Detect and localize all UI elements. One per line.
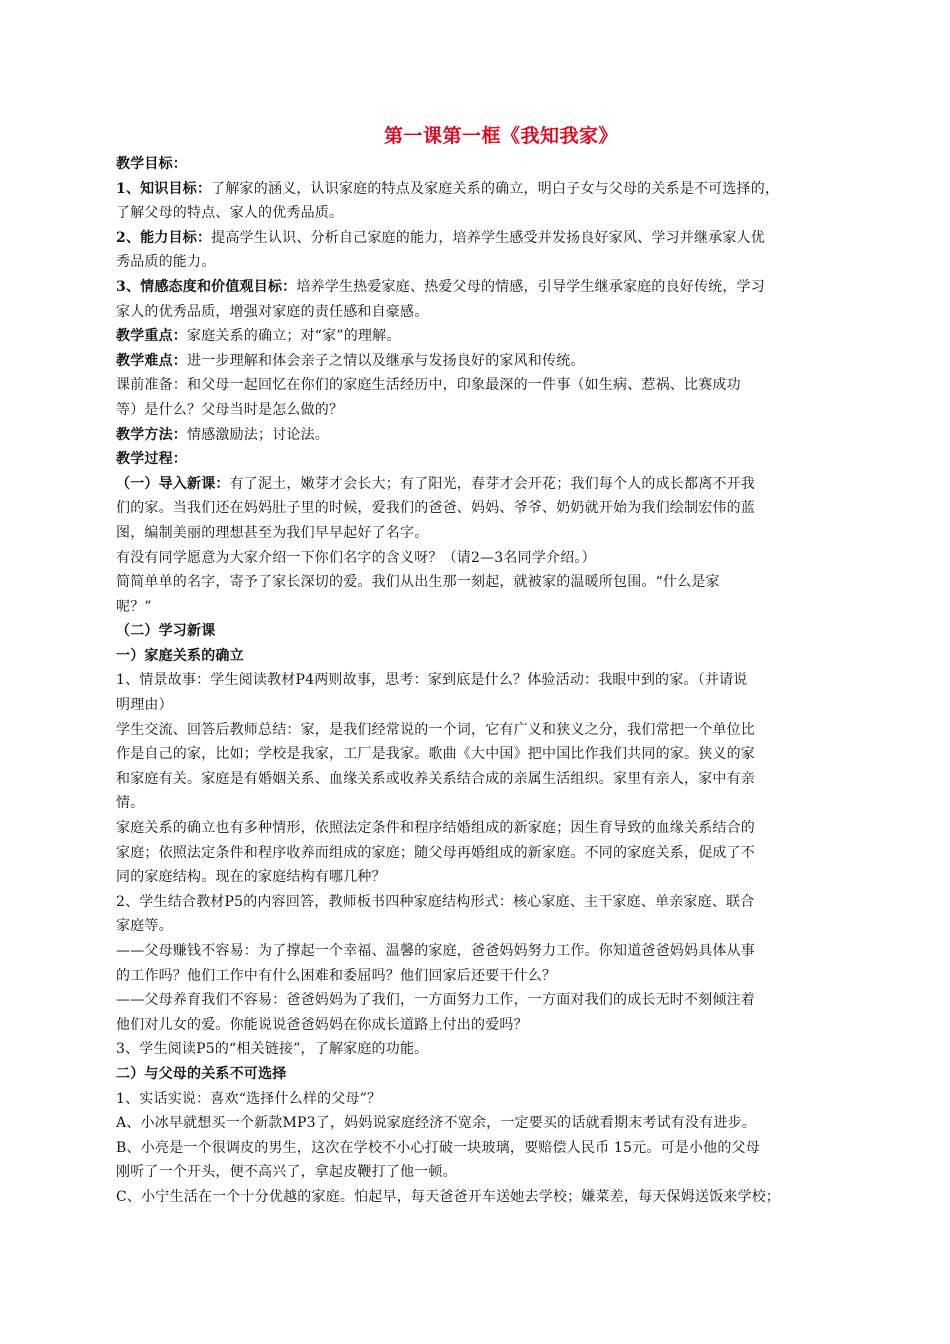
line-text: A、小冰早就想买一个新款MP3了，妈妈说家庭经济不宽余，一定要买的话就看期末考试有没有进步。 [116, 1115, 756, 1132]
text-line [116, 890, 886, 915]
text-line [116, 423, 886, 448]
text-line [116, 914, 886, 939]
line-text: 简简单单的名字，寄予了家长深切的爱。我们从出生那一刻起，就被家的温暖所包围。“什么是家 [116, 574, 720, 591]
document-page [116, 122, 886, 1210]
text-line [116, 300, 886, 325]
line-text: 培养学生热爱家庭、热爱父母的情感，引导学生继承家庭的良好传统，学习 [296, 278, 765, 295]
text-line [116, 767, 886, 792]
line-text: 家庭关系的确立也有多种情形，依照法定条件和程序结婚组成的新家庭；因生育导致的血缘关系结合的 [116, 820, 755, 837]
text-line [116, 1037, 886, 1062]
text-line [116, 398, 886, 423]
line-text: 学生交流、回答后教师总结：家，是我们经常说的一个词，它有广义和狭义之分，我们常把一个单位比 [116, 721, 755, 738]
text-line [116, 472, 886, 497]
line-text: 呢？” [116, 598, 152, 615]
line-text: 情。 [116, 795, 145, 812]
text-line [116, 644, 886, 669]
text-line [116, 177, 886, 202]
text-line [116, 275, 886, 300]
bold-label: 教学过程： [116, 451, 187, 468]
bold-label: 一）家庭关系的确立 [116, 647, 244, 664]
line-text: ——父母养育我们不容易：爸爸妈妈为了我们，一方面努力工作，一方面对我们的成长无时不刻倾注着 [116, 992, 755, 1009]
line-text: 的工作吗？他们工作中有什么困难和委屈吗？他们回家后还要干什么？ [116, 967, 557, 984]
text-line [116, 1013, 886, 1038]
line-text: ——父母赚钱不容易：为了撑起一个幸福、温馨的家庭，爸爸妈妈努力工作。你知道爸爸妈妈具体从事 [116, 943, 755, 959]
text-line [116, 939, 886, 964]
line-text: 1、实话实说：喜欢“选择什么样的父母”？ [116, 1090, 382, 1107]
line-text: B、小亮是一个很调皮的男生，这次在学校不小心打破一块玻璃，要赔偿人民币 15元。可是小他的父母 [116, 1139, 760, 1156]
line-text: 他们对儿女的爱。你能说说爸爸妈妈在你成长道路上付出的爱吗？ [116, 1016, 528, 1033]
text-line [116, 496, 886, 521]
text-line [116, 791, 886, 816]
line-text: 家庭；依照法定条件和程序收养而组成的家庭；随父母再婚组成的新家庭。不同的家庭关系，促成了不 [116, 844, 755, 861]
line-text: 有了泥土，嫩芽才会长大；有了阳光，春芽才会开花；我们每个人的成长都离不开我 [229, 475, 756, 492]
bold-label: 教学重点： [116, 328, 187, 345]
line-text: 有没有同学愿意为大家介绍一下你们名字的含义呀？（请2—3名同学介绍。） [116, 549, 596, 566]
text-line [116, 152, 886, 177]
text-line [116, 201, 886, 226]
text-line [116, 742, 886, 767]
bold-label: 教学方法： [116, 426, 187, 443]
line-text: 等）是什么？父母当时是怎么做的？ [116, 401, 344, 418]
line-text: 课前准备：和父母一起回忆在你们的家庭生活经历中，印象最深的一件事（如生病、惹祸、比赛成功 [116, 377, 741, 394]
bold-label: 1、知识目标： [116, 180, 212, 197]
bold-label: 2、能力目标： [116, 229, 212, 246]
text-line [116, 1087, 886, 1112]
line-text: C、小宁生活在一个十分优越的家庭。怕起早，每天爸爸开车送她去学校；嫌菜差，每天保姆送饭来学校； [116, 1188, 781, 1205]
line-text: 们的家。当我们还在妈妈肚子里的时候，爱我们的爸爸、妈妈、爷爷、奶奶就开始为我们绘制宏伟的蓝 [116, 500, 755, 517]
text-line [116, 693, 886, 718]
text-line [116, 1062, 886, 1087]
line-text: 家人的优秀品质，增强对家庭的责任感和自豪感。 [116, 303, 429, 320]
line-text: 提高学生认识、分析自己家庭的能力，培养学生感受并发扬良好家风、学习并继承家人优 [211, 229, 765, 246]
line-text: 情感激励法；讨论法。 [187, 426, 329, 443]
text-line [116, 718, 886, 743]
bold-label: 3、情感态度和价值观目标： [116, 278, 297, 295]
text-line [116, 595, 886, 620]
line-text: 进一步理解和体会亲子之情以及继承与发扬良好的家风和传统。 [187, 352, 585, 369]
text-line [116, 865, 886, 890]
text-line [116, 619, 886, 644]
text-line [116, 988, 886, 1013]
text-line [116, 521, 886, 546]
text-line [116, 1136, 886, 1161]
line-text: 家庭关系的确立；对“家”的理解。 [187, 328, 401, 345]
text-line [116, 447, 886, 472]
document-body [116, 152, 886, 1210]
text-line [116, 841, 886, 866]
bold-label: 二）与父母的关系不可选择 [116, 1065, 287, 1082]
line-text: 秀品质的能力。 [116, 254, 216, 271]
text-line [116, 1160, 886, 1185]
text-line [116, 546, 886, 571]
text-line [116, 570, 886, 595]
document-title: 第一课第一框《我知我家》 [383, 125, 618, 147]
line-text: 1、情景故事：学生阅读教材P4两则故事，思考：家到底是什么？体验活动：我眼中到的家。（并请说 [116, 672, 748, 689]
text-line [116, 226, 886, 251]
bold-label: 教学难点： [116, 352, 187, 369]
line-text: 了解家的涵义，认识家庭的特点及家庭关系的确立，明白子女与父母的关系是不可选择的， [211, 180, 780, 197]
line-text: 和家庭有关。家庭是有婚姻关系、血缘关系或收养关系结合成的亲属生活组织。家里有亲人，家中有亲 [116, 770, 755, 787]
bold-label: 教学目标： [116, 156, 187, 172]
line-text: 家庭等。 [116, 918, 173, 935]
text-line [116, 964, 886, 989]
text-line [116, 324, 886, 349]
text-line [116, 349, 886, 374]
text-line [116, 1111, 886, 1136]
text-line [116, 250, 886, 275]
text-line [116, 816, 886, 841]
bold-label: （一）导入新课： [116, 475, 230, 492]
line-text: 图，编制美丽的理想甚至为我们早早起好了名字。 [116, 524, 429, 541]
text-line [116, 668, 886, 693]
text-line [116, 1185, 886, 1210]
line-text: 同的家庭结构。现在的家庭结构有哪几种？ [116, 869, 386, 886]
bold-label: （二）学习新课 [116, 623, 216, 640]
line-text: 作是自己的家，比如；学校是我家，工厂是我家。歌曲《大中国》把中国比作我们共同的家。狭义的家 [116, 746, 755, 763]
line-text: 2、学生结合教材P5的内容回答，教师板书四种家庭结构形式：核心家庭、主干家庭、单亲家庭、联合 [116, 893, 755, 910]
text-line [116, 373, 886, 398]
line-text: 明理由） [116, 697, 173, 714]
line-text: 了解父母的特点、家人的优秀品质。 [116, 205, 344, 222]
line-text: 3、学生阅读P5的“相关链接”，了解家庭的功能。 [116, 1041, 429, 1058]
line-text: 刚听了一个开头，便不高兴了，拿起皮鞭打了他一顿。 [116, 1164, 457, 1181]
